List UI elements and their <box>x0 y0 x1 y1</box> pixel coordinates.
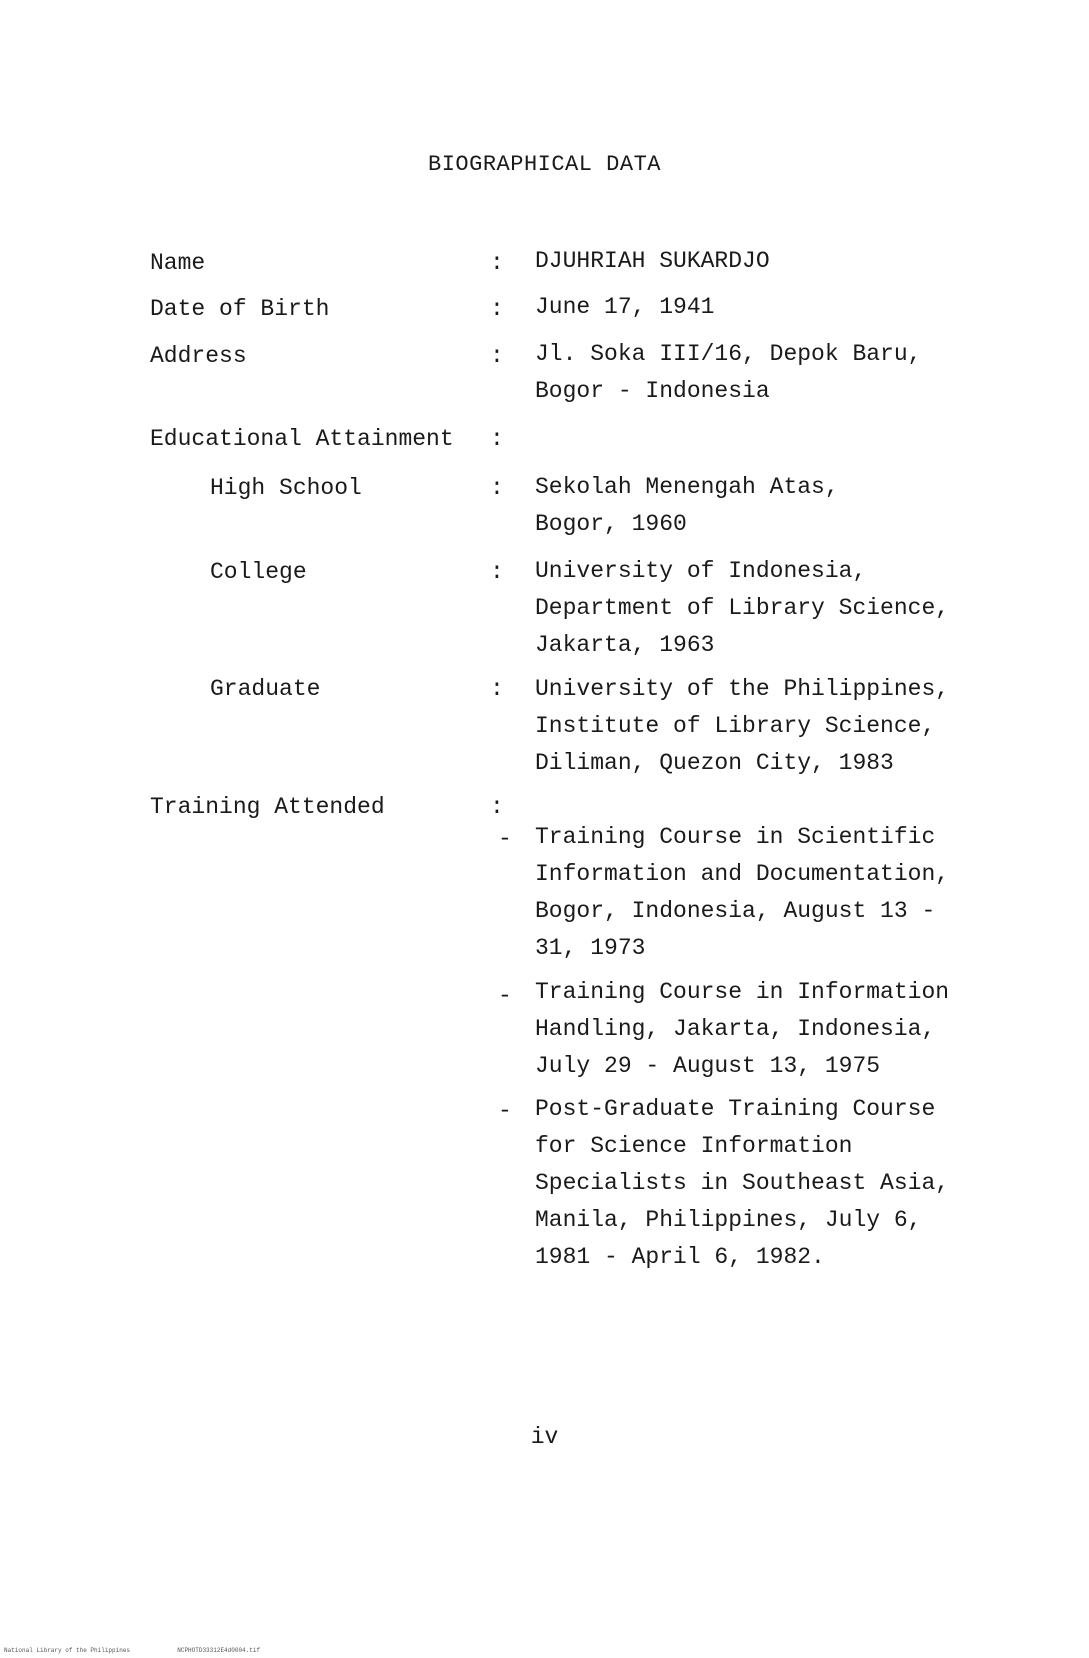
college-line: Jakarta, 1963 <box>535 632 715 658</box>
training-line: 31, 1973 <box>535 935 646 961</box>
name-colon: : <box>490 250 504 276</box>
education-colon: : <box>490 426 504 452</box>
high-school-value <box>535 469 839 543</box>
training-line: Post-Graduate Training Course <box>535 1096 936 1122</box>
name-label: Name <box>150 250 206 276</box>
high-school-label: High School <box>210 475 362 501</box>
bullet-dash: - <box>498 983 512 1009</box>
college-line: Department of Library Science, <box>535 595 950 621</box>
high-school-line: Sekolah Menengah Atas, <box>535 474 839 500</box>
address-value <box>535 336 921 410</box>
college-line: University of Indonesia, <box>535 558 867 584</box>
training-line: for Science Information <box>535 1133 853 1159</box>
bullet-dash: - <box>498 1098 512 1124</box>
training-line: Specialists in Southeast Asia, <box>535 1170 950 1196</box>
training-item-text <box>535 974 949 1085</box>
name-value: DJUHRIAH SUKARDJO <box>535 248 770 274</box>
training-line: 1981 - April 6, 1982. <box>535 1244 825 1270</box>
graduate-label: Graduate <box>210 676 321 702</box>
address-colon: : <box>490 343 504 369</box>
training-line: Training Course in Information <box>535 979 950 1005</box>
graduate-colon: : <box>490 676 504 702</box>
graduate-line: University of the Philippines, <box>535 676 950 702</box>
footer-filename: NCPHOTD33312E4d0004.tif <box>177 1647 261 1654</box>
address-line: Jl. Soka III/16, Depok Baru, <box>535 341 922 367</box>
scan-footer <box>4 1647 260 1654</box>
training-line: Training Course in Scientific <box>535 824 936 850</box>
bullet-dash: - <box>498 826 512 852</box>
address-label: Address <box>150 343 247 369</box>
training-line: Information and Documentation, <box>535 861 950 887</box>
training-line: July 29 - August 13, 1975 <box>535 1053 881 1079</box>
graduate-line: Diliman, Quezon City, 1983 <box>535 750 894 776</box>
college-value <box>535 553 949 664</box>
dob-label: Date of Birth <box>150 296 330 322</box>
training-item-text <box>535 819 949 967</box>
dob-value: June 17, 1941 <box>535 294 715 320</box>
page-number: iv <box>530 1424 559 1450</box>
training-label: Training Attended <box>150 794 385 820</box>
footer-source: National Library of the Philippines <box>4 1647 131 1654</box>
education-label: Educational Attainment <box>150 426 454 452</box>
college-label: College <box>210 559 307 585</box>
training-line: Bogor, Indonesia, August 13 - <box>535 898 936 924</box>
training-line: Handling, Jakarta, Indonesia, <box>535 1016 936 1042</box>
graduate-line: Institute of Library Science, <box>535 713 936 739</box>
high-school-line: Bogor, 1960 <box>535 511 687 537</box>
page-title: BIOGRAPHICAL DATA <box>428 152 661 177</box>
high-school-colon: : <box>490 475 504 501</box>
training-colon: : <box>490 794 504 820</box>
college-colon: : <box>490 559 504 585</box>
address-line: Bogor - Indonesia <box>535 378 770 404</box>
dob-colon: : <box>490 296 504 322</box>
training-line: Manila, Philippines, July 6, <box>535 1207 922 1233</box>
graduate-value <box>535 671 949 782</box>
training-item-text <box>535 1091 949 1276</box>
